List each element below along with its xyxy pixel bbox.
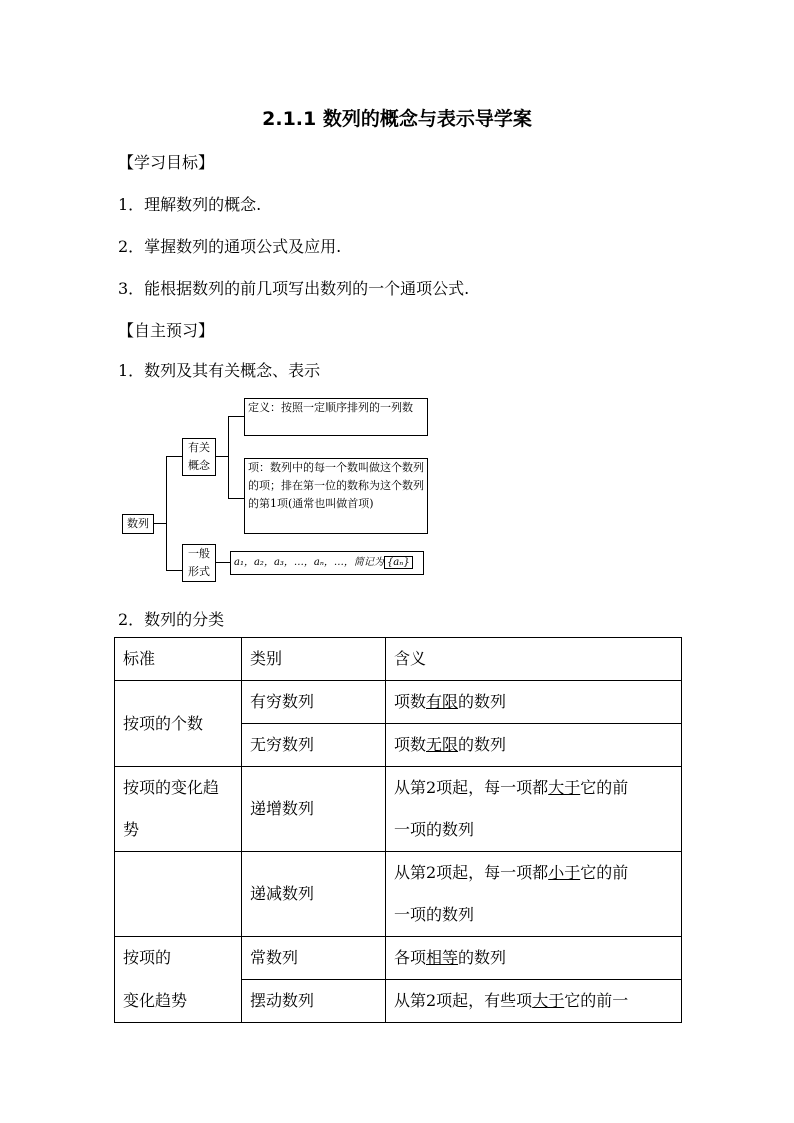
- diagram-root-box: 数列: [122, 514, 154, 534]
- meaning-answer: 相等: [426, 948, 459, 967]
- meaning-text: 一项的数列: [394, 905, 475, 924]
- meaning-text: 的数列: [458, 692, 507, 711]
- meaning-text: 项数: [394, 692, 427, 711]
- general-form-notation: {aₙ}: [384, 556, 413, 569]
- meaning-answer: 有限: [426, 692, 459, 711]
- meaning-answer: 无限: [426, 735, 459, 754]
- goal-item-3: 3．能根据数列的前几项写出数列的一个通项公式.: [118, 279, 470, 298]
- table-cell-category: 无穷数列: [242, 724, 386, 767]
- section-heading-goals: 【学习目标】: [118, 153, 215, 172]
- meaning-text: 它的前一: [564, 991, 629, 1010]
- meaning-text: 从第2项起，每一项都: [394, 863, 549, 882]
- table-header-cell: 含义: [386, 638, 682, 681]
- connector-line: [216, 562, 230, 563]
- section-heading-preview: 【自主预习】: [118, 321, 215, 340]
- table-header-row: [115, 638, 682, 681]
- goal-item-2: 2．掌握数列的通项公式及应用.: [118, 237, 342, 256]
- table-cell-standard: [115, 852, 242, 937]
- diagram-general-form-box: [230, 551, 424, 575]
- table-cell-meaning: [386, 980, 682, 1023]
- table-cell-standard: 按项的个数: [115, 681, 242, 767]
- standard-line: 按项的变化趋: [123, 778, 220, 797]
- meaning-text: 的数列: [458, 735, 507, 754]
- general-form-text: a₁，a₂，a₃，…，aₙ，…，简记为: [234, 557, 384, 568]
- table-row: [115, 767, 682, 852]
- diagram-definition-box: 定义：按照一定顺序排列的一列数: [244, 398, 428, 436]
- goal-item-1: 1．理解数列的概念.: [118, 195, 262, 214]
- table-cell-category: 常数列: [242, 937, 386, 980]
- table-row: [115, 681, 682, 724]
- diagram-branch-form: 一般形式: [182, 544, 216, 582]
- connector-line: [166, 570, 182, 571]
- diagram-branch-concepts: 有关概念: [182, 438, 216, 476]
- meaning-text: 从第2项起，每一项都: [394, 778, 549, 797]
- connector-line: [228, 416, 244, 417]
- meaning-text: 它的前: [580, 778, 629, 797]
- table-cell-meaning: [386, 937, 682, 980]
- table-cell-meaning: [386, 681, 682, 724]
- table-row: [115, 980, 682, 1023]
- meaning-text: 的数列: [458, 948, 507, 967]
- table-cell-meaning: [386, 767, 682, 852]
- table-cell-standard: 按项的: [115, 937, 242, 980]
- table-row: [115, 852, 682, 937]
- meaning-text: 项数: [394, 735, 427, 754]
- concept-diagram: [118, 390, 438, 590]
- connector-line: [152, 523, 166, 524]
- meaning-text: 它的前: [580, 863, 629, 882]
- connector-line: [228, 416, 229, 498]
- connector-line: [166, 456, 182, 457]
- meaning-answer: 大于: [532, 991, 565, 1010]
- meaning-text: 各项: [394, 948, 427, 967]
- classification-table: [114, 637, 682, 1023]
- table-cell-category: 摆动数列: [242, 980, 386, 1023]
- table-cell-meaning: [386, 724, 682, 767]
- connector-line: [166, 456, 167, 570]
- connector-line: [228, 498, 244, 499]
- meaning-answer: 大于: [548, 778, 581, 797]
- table-row: [115, 937, 682, 980]
- table-cell-category: 有穷数列: [242, 681, 386, 724]
- meaning-answer: 小于: [548, 863, 581, 882]
- table-cell-category: 递减数列: [242, 852, 386, 937]
- preview-item-2: 2．数列的分类: [118, 610, 225, 629]
- table-header-cell: 类别: [242, 638, 386, 681]
- preview-item-1: 1．数列及其有关概念、表示: [118, 361, 321, 380]
- meaning-text: 从第2项起，有些项: [394, 991, 533, 1010]
- table-cell-category: 递增数列: [242, 767, 386, 852]
- standard-line: 势: [123, 820, 140, 839]
- table-header-cell: 标准: [115, 638, 242, 681]
- connector-line: [216, 456, 228, 457]
- meaning-text: 一项的数列: [394, 820, 475, 839]
- table-cell-standard: 变化趋势: [115, 980, 242, 1023]
- diagram-term-box: 项：数列中的每一个数叫做这个数列的项；排在第一位的数称为这个数列的第1项(通常也叫做首项): [244, 458, 428, 534]
- table-cell-standard: [115, 767, 242, 852]
- page-title: 2.1.1 数列的概念与表示导学案: [262, 108, 532, 130]
- table-cell-meaning: [386, 852, 682, 937]
